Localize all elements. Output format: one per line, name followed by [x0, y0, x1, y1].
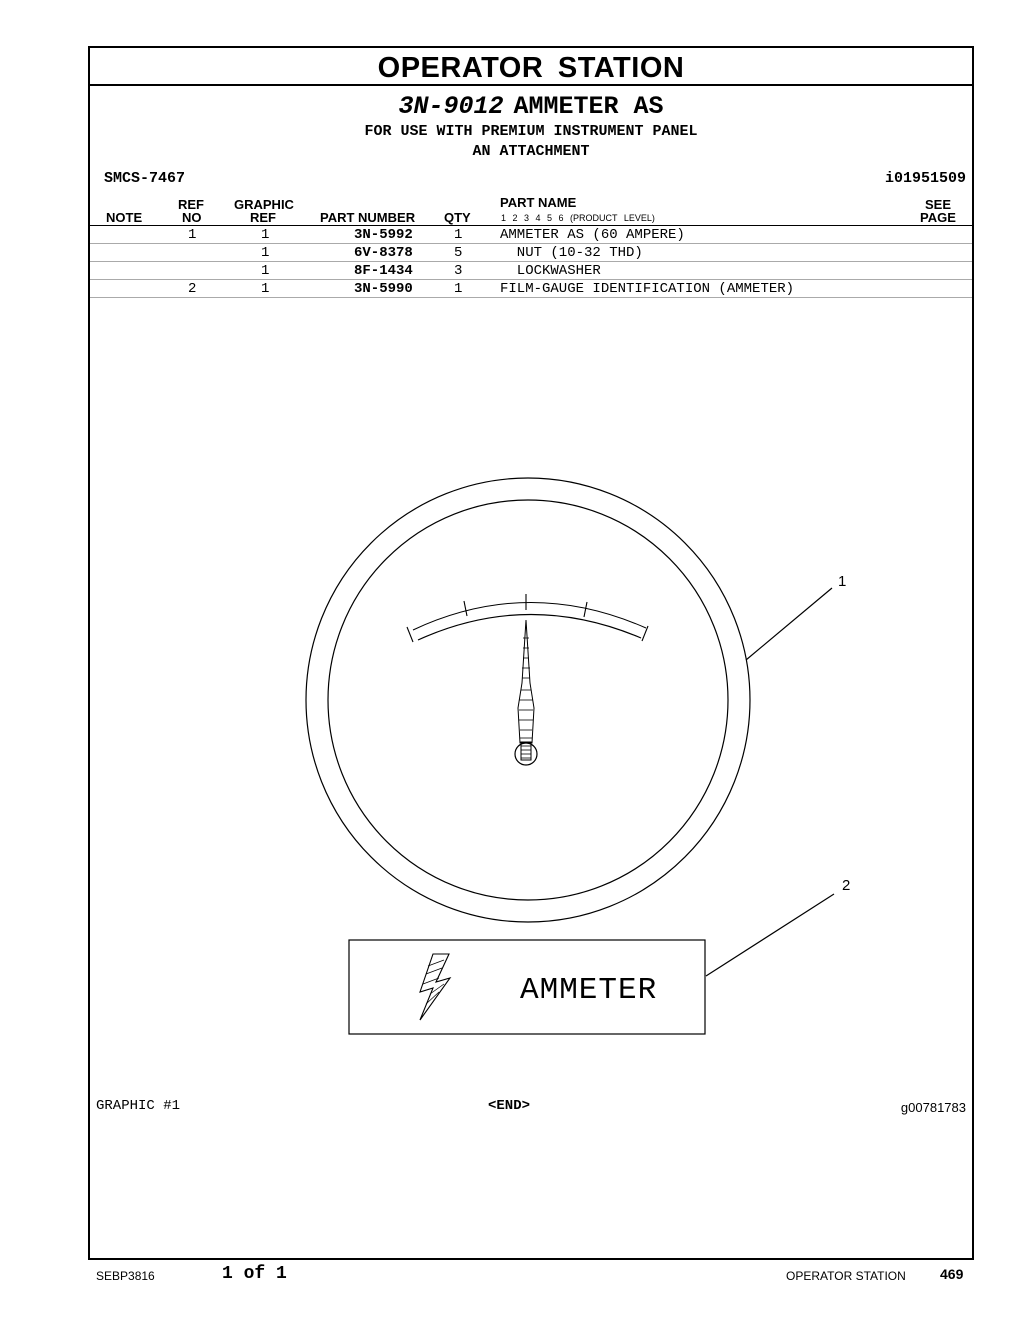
row-graphic-ref: 1: [261, 281, 270, 297]
footer-page-of: 1 of 1: [222, 1264, 287, 1284]
graphic-id: g00781783: [900, 1100, 966, 1115]
row-graphic-ref: 1: [261, 263, 270, 279]
row-part-number: 3N-5992: [354, 227, 413, 243]
ammeter-illustration: [90, 298, 972, 1098]
gauge-scale-arc: [418, 614, 641, 640]
assembly-name: AMMETER AS: [513, 92, 664, 121]
footer-doc-number: SEBP3816: [96, 1269, 155, 1283]
footer-page-number: 469: [940, 1266, 964, 1282]
table-row: [90, 226, 972, 244]
illustration-id: i01951509: [884, 170, 966, 187]
callout-1-label: 1: [838, 573, 847, 590]
section-title: OPERATOR STATION: [377, 52, 685, 84]
row-graphic-ref: 1: [261, 227, 270, 243]
assembly-title: [90, 92, 972, 121]
col-see-page-bottom: PAGE: [920, 210, 956, 225]
row-part-number: 6V-8378: [354, 245, 413, 261]
col-ref-no-bottom: NO: [182, 210, 202, 225]
row-qty: 1: [454, 281, 463, 297]
lightning-bolt-icon: [420, 954, 450, 1020]
row-part-number: 8F-1434: [354, 263, 413, 279]
table-row: [90, 244, 972, 262]
assembly-part-number: 3N-9012: [398, 92, 504, 121]
col-qty: QTY: [444, 210, 471, 225]
row-part-name: LOCKWASHER: [500, 263, 601, 279]
footer-section-name: OPERATOR STATION: [786, 1269, 906, 1283]
row-qty: 1: [454, 227, 463, 243]
gauge-needle: [515, 620, 537, 765]
row-part-name: NUT (10-32 THD): [500, 245, 643, 261]
gauge-scale-arc-outer: [413, 602, 646, 630]
subtitle-line-1: FOR USE WITH PREMIUM INSTRUMENT PANEL: [364, 123, 698, 140]
table-row: [90, 280, 972, 298]
callout-1-leader: [746, 588, 832, 660]
row-ref-no: 1: [188, 227, 197, 243]
row-part-number: 3N-5990: [354, 281, 413, 297]
row-ref-no: 2: [188, 281, 197, 297]
film-gauge-label: AMMETER: [520, 973, 658, 1008]
graphic-label: GRAPHIC #1: [96, 1098, 181, 1114]
page-frame: [88, 46, 974, 1260]
col-part-number: PART NUMBER: [320, 210, 416, 225]
row-graphic-ref: 1: [261, 245, 270, 261]
row-qty: 3: [454, 263, 463, 279]
table-row: [90, 262, 972, 280]
col-graphic-ref-bottom: REF: [250, 210, 276, 225]
col-see-page-top: SEE: [925, 197, 952, 212]
col-ref-no-top: REF: [178, 197, 204, 212]
smcs-code: SMCS-7467: [104, 170, 186, 187]
row-qty: 5: [454, 245, 463, 261]
col-part-name: PART NAME: [500, 195, 577, 210]
section-title-bar: [90, 48, 972, 86]
callout-2-label: 2: [842, 877, 851, 894]
col-graphic-ref-top: GRAPHIC: [234, 197, 294, 212]
callout-2-leader: [706, 894, 834, 976]
row-part-name: AMMETER AS (60 AMPERE): [500, 227, 685, 243]
col-product-levels: 1 2 3 4 5 6 (PRODUCT LEVEL): [501, 213, 655, 223]
end-marker: <END>: [488, 1098, 531, 1114]
subtitle-line-2: AN ATTACHMENT: [472, 143, 590, 160]
row-part-name: FILM-GAUGE IDENTIFICATION (AMMETER): [500, 281, 795, 297]
col-note: NOTE: [106, 210, 143, 225]
